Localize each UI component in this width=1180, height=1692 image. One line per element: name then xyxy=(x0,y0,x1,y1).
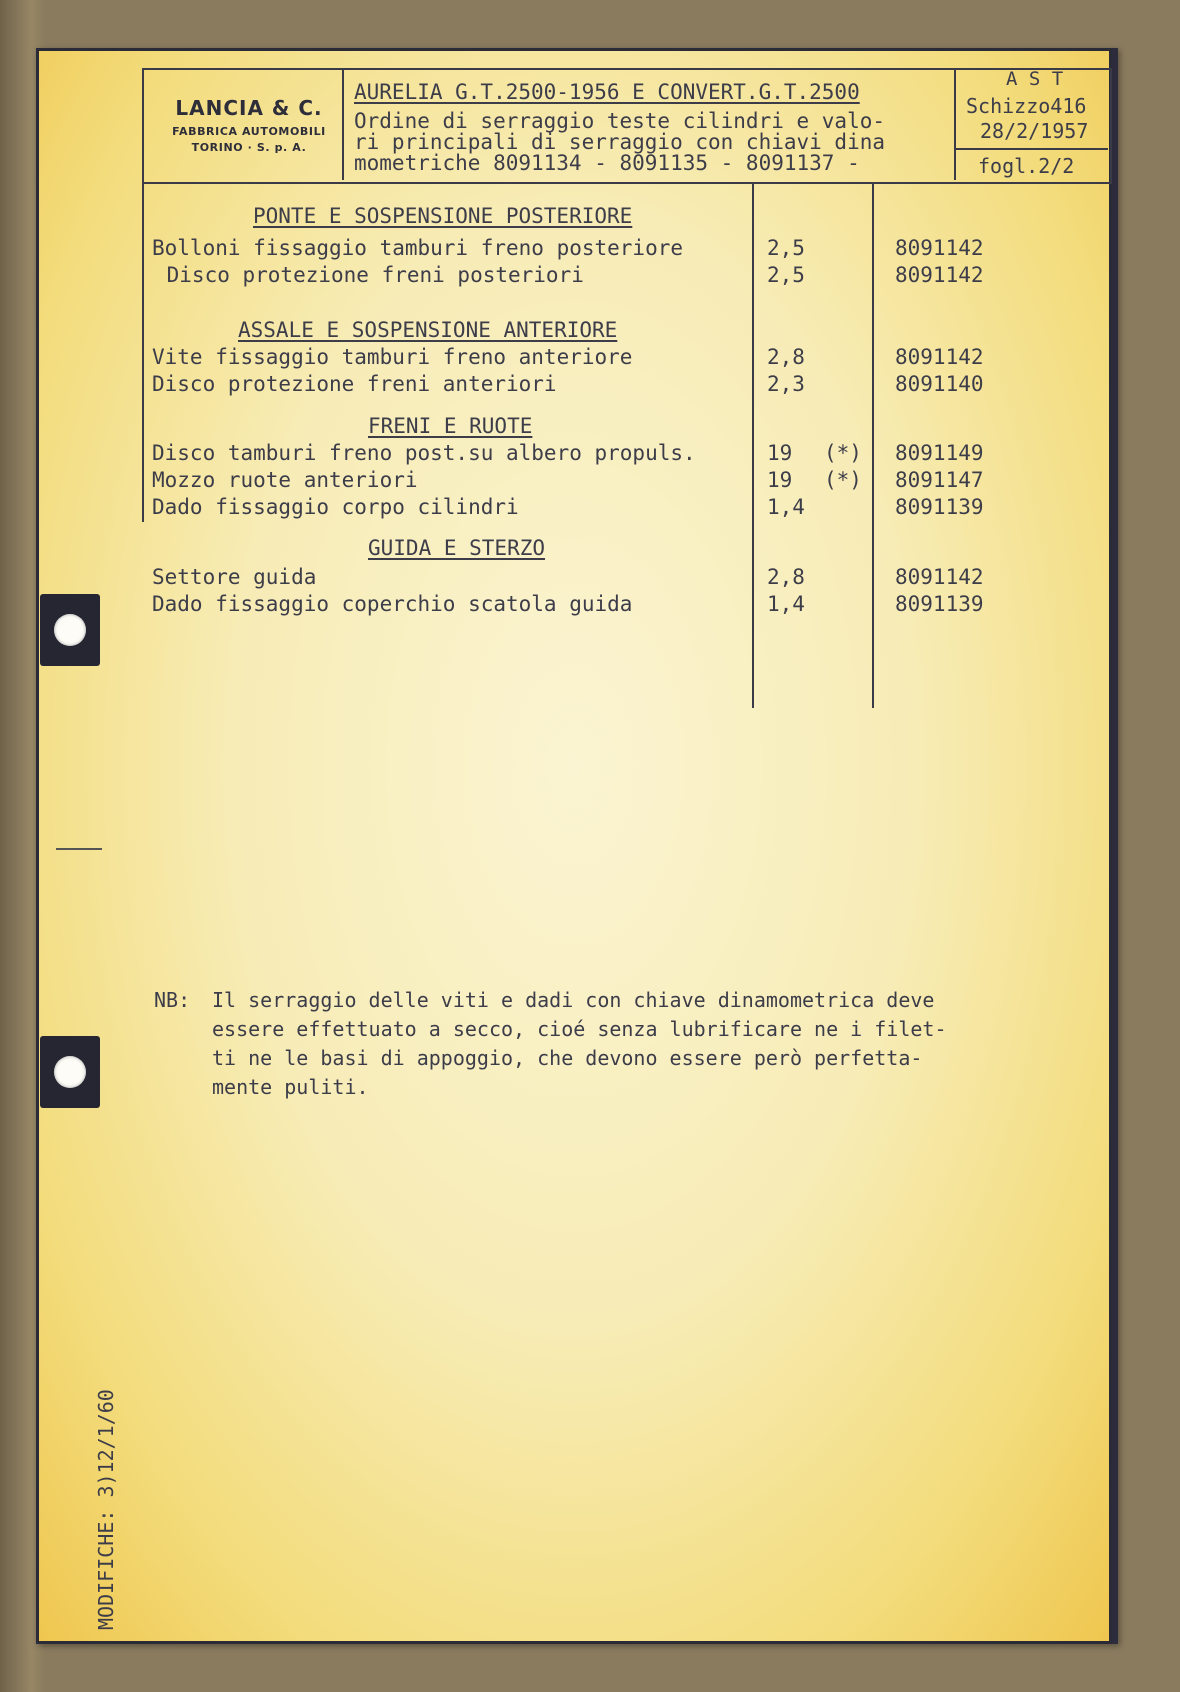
ast-label: A S T xyxy=(1006,68,1064,90)
table-row-note: (*) xyxy=(824,468,862,492)
description-line-2: ri principali di serraggio con chiavi dina xyxy=(354,130,886,154)
table-row-description: Disco tamburi freno post.su albero propuls. xyxy=(152,441,696,465)
table-row-key: 8091142 xyxy=(895,236,984,260)
table-row-key: 8091149 xyxy=(895,441,984,465)
table-row-value: 1,4 xyxy=(767,592,805,616)
section-title: FRENI E RUOTE xyxy=(368,414,533,438)
table-row-value: 2,5 xyxy=(767,236,805,260)
table-column-rule-key xyxy=(872,182,874,708)
description-line-3: mometriche 8091134 - 8091135 - 8091137 - xyxy=(354,151,860,175)
sheet-number: fogl.2/2 xyxy=(978,154,1075,178)
table-row-description: Dado fissaggio coperchio scatola guida xyxy=(152,592,633,616)
table-row-value: 1,4 xyxy=(767,495,805,519)
document-date: 28/2/1957 xyxy=(980,119,1089,143)
header-date-rule xyxy=(956,148,1108,150)
company-name: LANCIA & C. xyxy=(175,96,323,120)
table-row-value: 19 xyxy=(767,441,793,465)
nb-label: NB: xyxy=(154,988,191,1012)
table-row-description: Bolloni fissaggio tamburi freno posteriore xyxy=(152,236,684,260)
header-divider-right xyxy=(954,70,956,180)
table-row-description: Mozzo ruote anteriori xyxy=(152,468,418,492)
description-line-1: Ordine di serraggio teste cilindri e valo- xyxy=(354,109,886,133)
table-row-value: 2,5 xyxy=(767,263,805,287)
nb-line: essere effettuato a secco, cioé senza lubrificare ne i filet- xyxy=(212,1017,947,1041)
section-title: GUIDA E STERZO xyxy=(368,536,546,560)
nb-line: ti ne le basi di appoggio, che devono essere però perfetta- xyxy=(212,1046,923,1070)
document-page xyxy=(36,48,1118,1644)
table-row-description: Dado fissaggio corpo cilindri xyxy=(152,495,519,519)
section-title: PONTE E SOSPENSIONE POSTERIORE xyxy=(253,204,633,228)
table-row-key: 8091142 xyxy=(895,565,984,589)
schizzo-number: Schizzo416 xyxy=(966,94,1087,118)
table-row-description: Disco protezione freni posteriori xyxy=(154,263,584,287)
nb-line: mente puliti. xyxy=(212,1075,369,1099)
punch-hole xyxy=(54,1056,86,1088)
table-row-key: 8091140 xyxy=(895,372,984,396)
modifiche-note: MODIFICHE: 3)12/1/60 xyxy=(94,1389,118,1630)
nb-line: Il serraggio delle viti e dadi con chiave dinamometrica deve xyxy=(212,988,935,1012)
punch-hole-tab-bottom xyxy=(40,1036,100,1108)
table-row-value: 19 xyxy=(767,468,793,492)
table-row-key: 8091147 xyxy=(895,468,984,492)
margin-mark xyxy=(56,848,102,850)
section-title: ASSALE E SOSPENSIONE ANTERIORE xyxy=(238,318,618,342)
table-row-description: Disco protezione freni anteriori xyxy=(152,372,557,396)
table-row-key: 8091142 xyxy=(895,263,984,287)
punch-hole-tab-top xyxy=(40,594,100,666)
table-column-rule-value xyxy=(752,182,754,708)
punch-hole xyxy=(54,614,86,646)
table-row-note: (*) xyxy=(824,441,862,465)
table-row-value: 2,8 xyxy=(767,565,805,589)
table-row-value: 2,3 xyxy=(767,372,805,396)
table-row-key: 8091139 xyxy=(895,495,984,519)
table-row-key: 8091142 xyxy=(895,345,984,369)
table-row-value: 2,8 xyxy=(767,345,805,369)
company-subtitle-2: TORINO · S. p. A. xyxy=(191,141,307,154)
table-row-description: Settore guida xyxy=(152,565,317,589)
table-row-key: 8091139 xyxy=(895,592,984,616)
table-left-rule xyxy=(142,182,144,522)
table-row-description: Vite fissaggio tamburi freno anteriore xyxy=(152,345,633,369)
company-subtitle-1: FABBRICA AUTOMOBILI xyxy=(172,125,326,138)
model-title: AURELIA G.T.2500-1956 E CONVERT.G.T.2500 xyxy=(354,80,860,104)
